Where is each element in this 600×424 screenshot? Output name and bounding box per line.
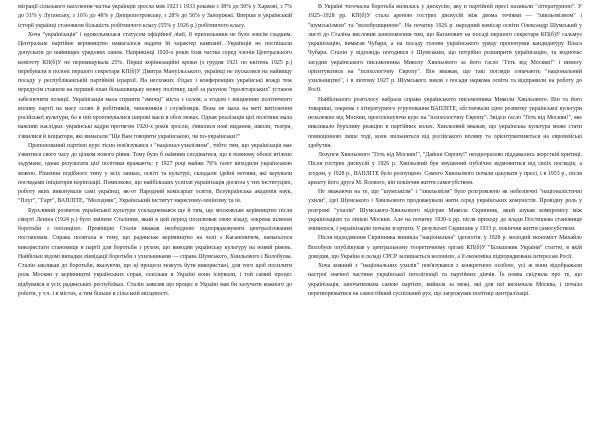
- paragraph: міграції сільського населення частка українців зросла між 1923 і 1933 роками з 38% до 50% у Харкові, з 7% до 31% у Луганську, з 16% до 48% у Дніпропетровську, з 28% до 56% у Запоріжжі. Вперше в українській історії українці становили більшість робітничого класу (55% у 1926 р.) робітничого класу.: [18, 4, 292, 29]
- paragraph: Найбільшого розголосу набрала справа українського письменника Миколи Хвильового. Він та його товариші, зокрема з літературного угруповання ВАПЛІТЕ, обстоювали ідею розвитку української культури незалежно від Москви, проголошуючи курс на "психологічну Європу". Звідси гасло "Геть від Москви!", яке викликало бурхливу реакцію в партійних колах. Хвильовий вважав, що українська культура може стати повноцінною лише тоді, коли звільниться від російського впливу та орієнтуватиметься на європейські здобутки.: [308, 96, 582, 149]
- paragraph: Хоча "українізація" і вдовольнялася статусом офіційної лінії, її прихильники не було зовсім гладким. Центральне партійне керівництво намагалося надати їй характер кампанії. Українців не поспішали допускати до найвищих урядових ланок. Наприкінці 1920-х років їхня частка серед членів Центрального комітету КП(б)У не перевищувала 25%. Перші корінизаційні кроки (з грудня 1921 по квітень 1925 р.) перебували в полоні першого секретаря КП(б)У Дмитра Мануїльського, українці не пускалися на найвищу посаду у республіканській партійній ієрархії. На несхожих з'їздах і конференціях українські вожді теж передусім ставили на перший план більшовицьку мовну політику, щоб за рахунок "пролетарських" установ забезпечити позиції. Українізація мала сприяти "змичці" міста з селом, а згодом і зміцненню політичного впливу партії на масу селян й робітників, чиновників і службовців. Вона не мала на меті витіснення російської культури, бо в ній пропонувалися широкі маси в обох мовах. Однак реалізація цієї політики мала важливі наслідки: українські кадри протягом 1920-х років зросли, з'явилися нові видання, школи, театри, з'явилися й ініціатори, які вимагали "Ще Вам говорити українською, чи по-українськи?": [18, 31, 292, 140]
- paragraph: В Україні тогочасна боротьба вилилась у дискусію, яку в партійній пресі називали "літературною". У 1925–1928 рр. КП(б)У стала ареною гострих дискусій між двома течіями — "хвильовізмом" і "шумськізмом" та "волобуєвщиною". На початку 1926 р. народний комісар освіти Олександр Шумський у листі до Сталіна висловив занепокоєння тим, що Каганович на посаді першого секретаря КП(б)У гальмує українізацію, вимагав Чубаря, а на посаду голови українського уряду пропонував кандидатуру Власа Чубаря. Сталін у відповідь погодився з Шумським, що потрібно розширити українізацію, та водночас засудив українського письменника Миколу Хвильового за його гасло "Геть від Москви!" і вимогу орієнтуватися на "психологічну Європу". Він вважав, що такі погляди означають "національний ухильництво", і в лютому 1927 р. Шумського зняли з посади наркома освіти та відправили на роботу до Росії.: [308, 4, 582, 94]
- paragraph: Бурхливий розвиток української культури ускладнювався ще й тим, що московське керівництво після смерті Леніна (1924 р.) було змінене Сталіним, який в цей період посилював свою владу, зокрема шляхом боротьби з опозицією. Провінцію Сталін вважав необхідною підпорядковувати централізованим постановам. Справа полягала в тому, що радянське керівництво на чолі з Кагановичем, намагалося використати становище в партії для боротьби з рухом, що виводив українську культуру на новий рівень. Найбільш відомі випадки ліквідації боротьби з ухильниками — справа Шумського, Хвильового і Волобуєва. Сталін закликав до боротьби, вказуючи, що ці процеси можуть бути використані, для того щоб посилити роль Москви у керівництві українських справ, оскільки в Україні вони існували, і той самий процес відбувався в усіх радянських республіках. Сталін заявляв що процес в Україні мав би залучити кожного до роботи, у т.ч. і в містах, а тим більше в сільській місцевості.: [18, 207, 292, 297]
- paragraph: Хоча кожний з "національних ухилів" пов'язувався з конкретною особою, усі ж вони відображали настрої значної частини української інтелігенції та партійних діячів. Їх поява свідчила про те, що українізація, започаткована самою партією, вийшла за межі, які для неї визначала Москва, і почала перетворюватися на самостійний суспільний рух, що загрожував політиці централізації.: [308, 263, 582, 297]
- paragraph: Після відходження Скрипника виникла "національна" ідеологія: у 1928 р. молодий економіст Михайло Волобуєв опублікував у центральному теоретичному органі КП(б)У "Більшовик України" статтю, в якій доводив, що Україна в складі СРСР залишається колонією, а її економіка підпорядкована інтересам Росії.: [308, 235, 582, 260]
- paragraph: Пропонований партією курс тісно пов'язувався з "націонал-ухилізмом", тобто тим, що українізація має з'явитися свого часу до цілком нового рівня. Тому було б наївним сподіватися, що в повному обсязі втілено задумане, однак результати цієї політики вражають: у 1927 році майже 70% газет виходили українською мовою. Рішення подібного типу у всіх ланках, освіті та культурі, складали ідейні мотиви, які керували поглядами ініціаторів корінізації. Помилково, що найбільших успіхів українізація досягла у тих інституціях, роботу яких виконували самі українці, як-от Народний комісаріат освіти, Всеукраїнська академія наук, "Плуг", "Гарт", ВАПЛІТЕ, "Молодняк", Український інститут марксизму-ленінізму та ін.: [18, 142, 292, 205]
- paragraph: Не зважаючи на те, що "шумськізм" і "хвильовізм" було розгромлено як небезпечні "націоналістичні ухили", ідеї Шумського і Хвильового продовжували жити серед українських комуністів. Провідну роль у розгромі "ухилів" Шумського-Хвильового відіграв Микола Скрипник, який шукав компромісу між українізацією та лінією Москви. Але на початку 1930-х рр. після приходу до влади Постишева становище змінилося, і українізацію почали згортати. У результаті Скрипник у 1933 р. покінчив життя самогубством.: [308, 189, 582, 232]
- right-column: [308, 3, 582, 420]
- left-column: [18, 3, 292, 420]
- paragraph: Лозунги Хвильового "Геть від Москви!", "Дайош Європу!" неодноразово піддавались жорсткій критиці. Після гострих дискусій у 1926 р. Хвильовий був змушений публічно відмовитися від своїх поглядів, а згодом, у 1928 р., ВАПЛІТЕ було розпущено. Самого Хвильового почали цькувати у пресі, і в 1933 р., після арешту його друга М. Ялового, він покінчив життя самогубством.: [308, 152, 582, 186]
